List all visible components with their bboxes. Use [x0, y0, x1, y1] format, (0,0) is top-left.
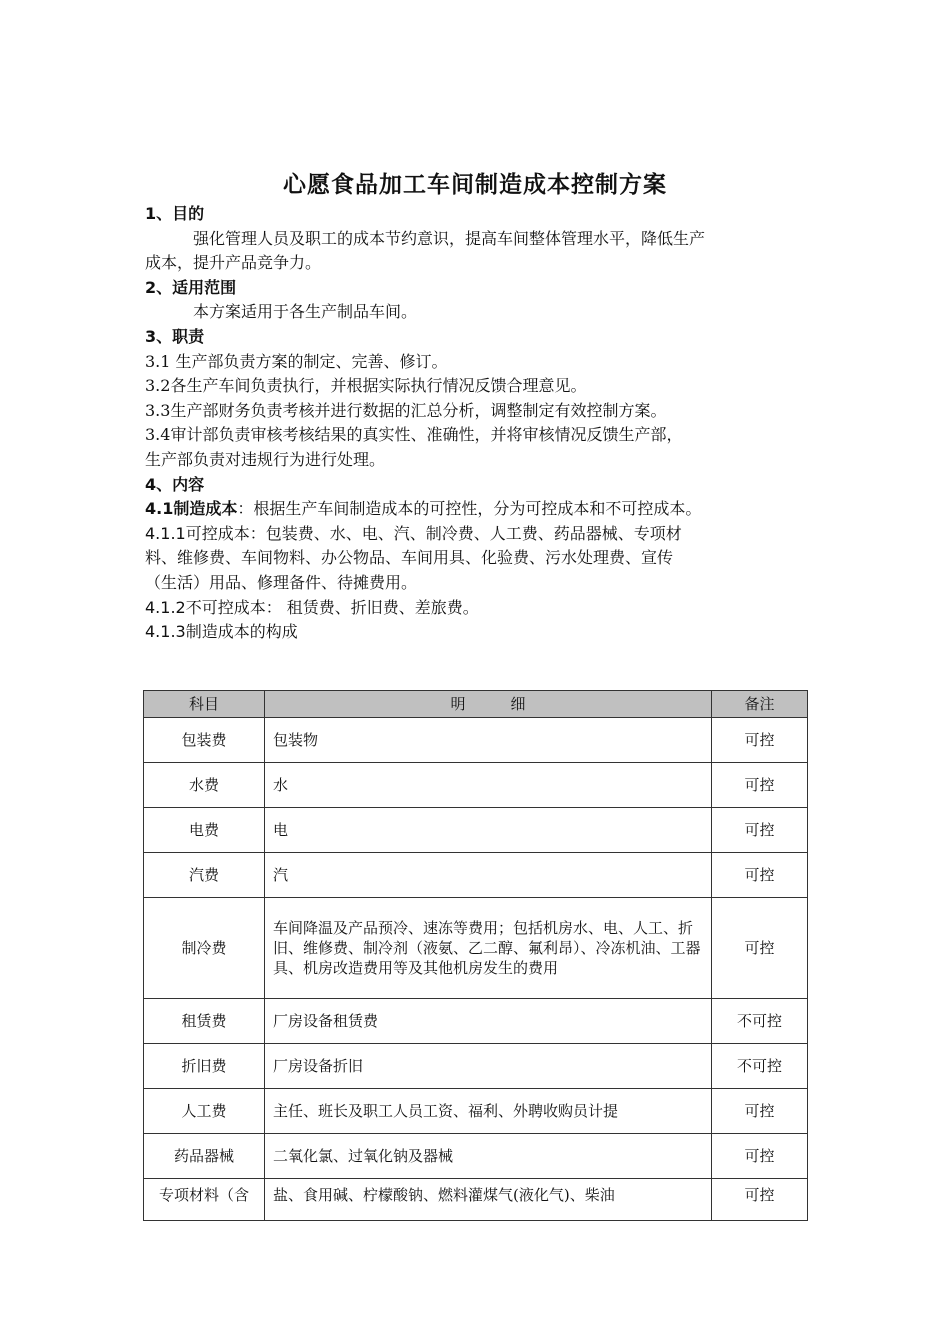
section-1-text-cont: 成本，提升产品竞争力。: [145, 253, 322, 273]
table-cell-detail: 水: [265, 763, 712, 808]
table-cell-subject: 药品器械: [144, 1134, 265, 1179]
section-2-text: 本方案适用于各生产制品车间。: [193, 302, 418, 322]
table-cell-subject: 包装费: [144, 718, 265, 763]
table-cell-subject: 水费: [144, 763, 265, 808]
table-header: 明 细: [265, 691, 712, 718]
table-cell-subject: 汽费: [144, 853, 265, 898]
section-2-heading: 2、适用范围: [145, 277, 237, 297]
table-cell-note: 可控: [712, 1134, 808, 1179]
table-cell-note: 可控: [712, 1179, 808, 1221]
section-4-1-2-text: ： 租赁费、折旧费、差旅费。: [265, 597, 479, 617]
table-cell-detail: 二氧化氯、过氧化钠及器械: [265, 1134, 712, 1179]
table-cell-note: 可控: [712, 853, 808, 898]
section-4-1: [145, 497, 810, 522]
table-cell-note: 可控: [712, 763, 808, 808]
section-3-1: 3.1 生产部负责方案的制定、完善、修订。: [145, 351, 448, 371]
section-4-1-2: [145, 596, 810, 621]
section-3-4-cont: 生产部负责对违规行为进行处理。: [145, 449, 386, 469]
section-4-heading: 4、内容: [145, 474, 205, 494]
section-3-4: 3.4审计部负责审核考核结果的真实性、准确性，并将审核情况反馈生产部，: [145, 425, 683, 445]
document-body: [145, 202, 810, 645]
table-cell-detail: 电: [265, 808, 712, 853]
table-cell-subject: 制冷费: [144, 898, 265, 999]
section-1-text: 强化管理人员及职工的成本节约意识，提高车间整体管理水平，降低生产: [193, 228, 706, 248]
table-cell-detail: 厂房设备折旧: [265, 1044, 712, 1089]
table-cell-note: 不可控: [712, 1044, 808, 1089]
table-cell-subject: 租赁费: [144, 999, 265, 1044]
section-4-1-2-label: 4.1.2不可控成本: [145, 597, 266, 617]
table-cell-subject: 人工费: [144, 1089, 265, 1134]
cost-table: [143, 690, 808, 1221]
section-4-1-label: 4.1制造成本: [145, 499, 238, 519]
table-row: [144, 808, 808, 853]
table-cell-subject: 专项材料（含: [144, 1179, 265, 1221]
table-cell-subject: 电费: [144, 808, 265, 853]
table-row: [144, 1134, 808, 1179]
section-3-3: 3.3生产部财务负责考核并进行数据的汇总分析，调整制定有效控制方案。: [145, 400, 667, 420]
table-header-row: [144, 691, 808, 718]
section-4-1-1-cont: 料、维修费、车间物料、办公物品、车间用具、化验费、污水处理费、宣传: [145, 548, 674, 568]
table-cell-detail: 主任、班长及职工人员工资、福利、外聘收购员计提: [265, 1089, 712, 1134]
table-cell-note: 可控: [712, 718, 808, 763]
table-row: [144, 1089, 808, 1134]
table-cell-detail: 厂房设备租赁费: [265, 999, 712, 1044]
section-3-heading: 3、职责: [145, 326, 205, 346]
table-cell-subject: 折旧费: [144, 1044, 265, 1089]
table-row: [144, 853, 808, 898]
section-4-1-1-label: 4.1.1可控成本: [145, 523, 250, 543]
table-header: 备注: [712, 691, 808, 718]
section-4-1-1: [145, 522, 810, 547]
table-cell-detail: 汽: [265, 853, 712, 898]
section-1-heading: 1、目的: [145, 204, 205, 223]
section-4-1-text: ：根据生产车间制造成本的可控性，分为可控成本和不可控成本。: [237, 499, 702, 519]
table-cell-detail: 车间降温及产品预冷、速冻等费用；包括机房水、电、人工、折旧、维修费、制冷剂（液氨、乙二醇、氟利昂）、冷冻机油、工器具、机房改造费用等及其他机房发生的费用: [265, 898, 712, 999]
document-title: 心愿食品加工车间制造成本控制方案: [283, 172, 667, 198]
table-cell-detail: 盐、食用碱、柠檬酸钠、燃料灌煤气(液化气)、柴油: [265, 1179, 712, 1221]
section-4-1-1-cont2: （生活）用品、修理备件、待摊费用。: [145, 572, 418, 592]
table-row: [144, 898, 808, 999]
section-4-1-1-text: ：包装费、水、电、汽、制冷费、人工费、药品器械、专项材: [249, 523, 682, 543]
section-4-1-3: 4.1.3制造成本的构成: [145, 622, 298, 642]
table-row: [144, 763, 808, 808]
table-cell-note: 可控: [712, 808, 808, 853]
table-cell-note: 可控: [712, 1089, 808, 1134]
table-cell-note: 可控: [712, 898, 808, 999]
table-cell-detail: 包装物: [265, 718, 712, 763]
table-cell-note: 不可控: [712, 999, 808, 1044]
table-row: [144, 999, 808, 1044]
section-3-2: 3.2各生产车间负责执行，并根据实际执行情况反馈合理意见。: [145, 376, 587, 396]
table-row: [144, 1179, 808, 1221]
table-header: 科目: [144, 691, 265, 718]
table-row: [144, 718, 808, 763]
table-row: [144, 1044, 808, 1089]
